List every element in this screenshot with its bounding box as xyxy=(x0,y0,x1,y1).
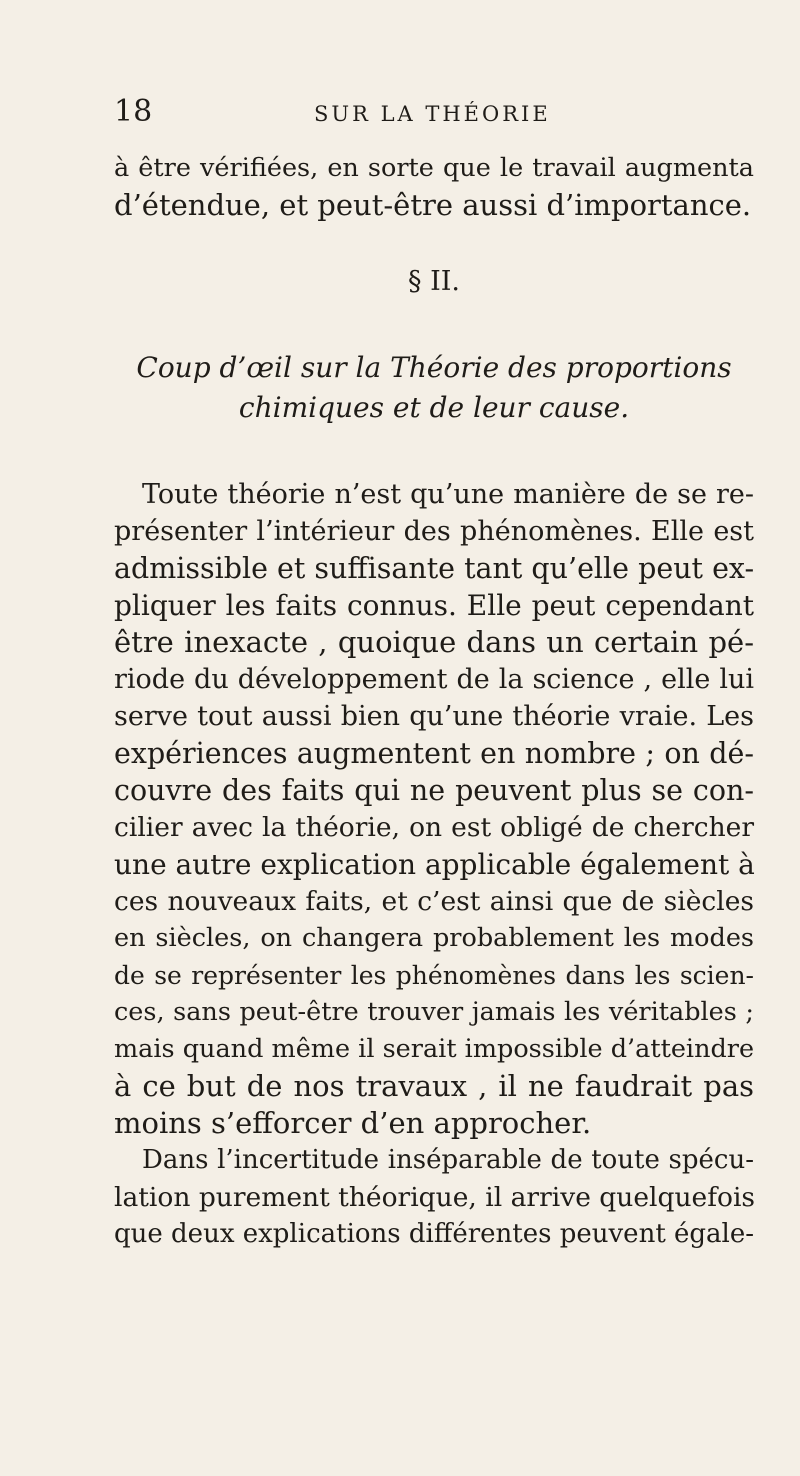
text-line: moins s’efforcer d’en approcher. xyxy=(114,1106,592,1140)
text-line: une autre explication applicable également à xyxy=(114,848,755,881)
section-number: § II. xyxy=(408,266,460,297)
text-line: Dans l’incertitude inséparable de toute spécu- xyxy=(142,1145,754,1175)
text-line: de se représenter les phénomènes dans les scien- xyxy=(114,961,754,990)
running-title: SUR LA THÉORIE xyxy=(314,102,551,126)
text-line: pliquer les faits connus. Elle peut cependant xyxy=(114,589,754,622)
text-line: cilier avec la théorie, on est obligé de chercher xyxy=(114,812,754,843)
text-line: ces, sans peut-être trouver jamais les véritables ; xyxy=(114,997,754,1027)
text-line: couvre des faits qui ne peuvent plus se con- xyxy=(114,774,754,807)
text-line: admissible et suffisante tant qu’elle peut ex- xyxy=(114,552,755,585)
intro-text xyxy=(114,150,754,224)
text-line: présenter l’intérieur des phénomènes. Elle est xyxy=(114,516,754,547)
text-line: à être vérifiées, en sorte que le travail augmenta xyxy=(114,153,754,183)
section-title-line: chimiques et de leur cause. xyxy=(238,391,630,424)
text-line: riode du développement de la science , elle lui xyxy=(114,664,754,695)
text-line: Toute théorie n’est qu’une manière de se re- xyxy=(142,479,754,510)
text-line: être inexacte , quoique dans un certain pé- xyxy=(114,625,754,659)
text-line: ces nouveaux faits, et c’est ainsi que de siècles xyxy=(114,886,754,917)
paragraph-1 xyxy=(114,476,754,1142)
running-head xyxy=(114,92,754,132)
text-line: serve tout aussi bien qu’une théorie vraie. Les xyxy=(114,701,754,732)
text-line: mais quand même il serait impossible d’atteindre xyxy=(114,1034,755,1064)
section-title-line: Coup d’œil sur la Théorie des proportions xyxy=(136,351,732,384)
text-line: en siècles, on changera probablement les modes xyxy=(114,923,754,953)
section-title xyxy=(114,348,754,428)
text-line: expériences augmentent en nombre ; on dé- xyxy=(114,737,754,770)
text-line: lation purement théorique, il arrive quelquefois xyxy=(114,1182,756,1213)
page-number: 18 xyxy=(114,94,153,129)
text-line: que deux explications différentes peuvent égale- xyxy=(114,1219,755,1249)
text-line: d’étendue, et peut-être aussi d’importance. xyxy=(114,188,752,222)
text-line: à ce but de nos travaux , il ne faudrait pas xyxy=(114,1069,754,1103)
paragraph-2 xyxy=(114,1142,754,1253)
